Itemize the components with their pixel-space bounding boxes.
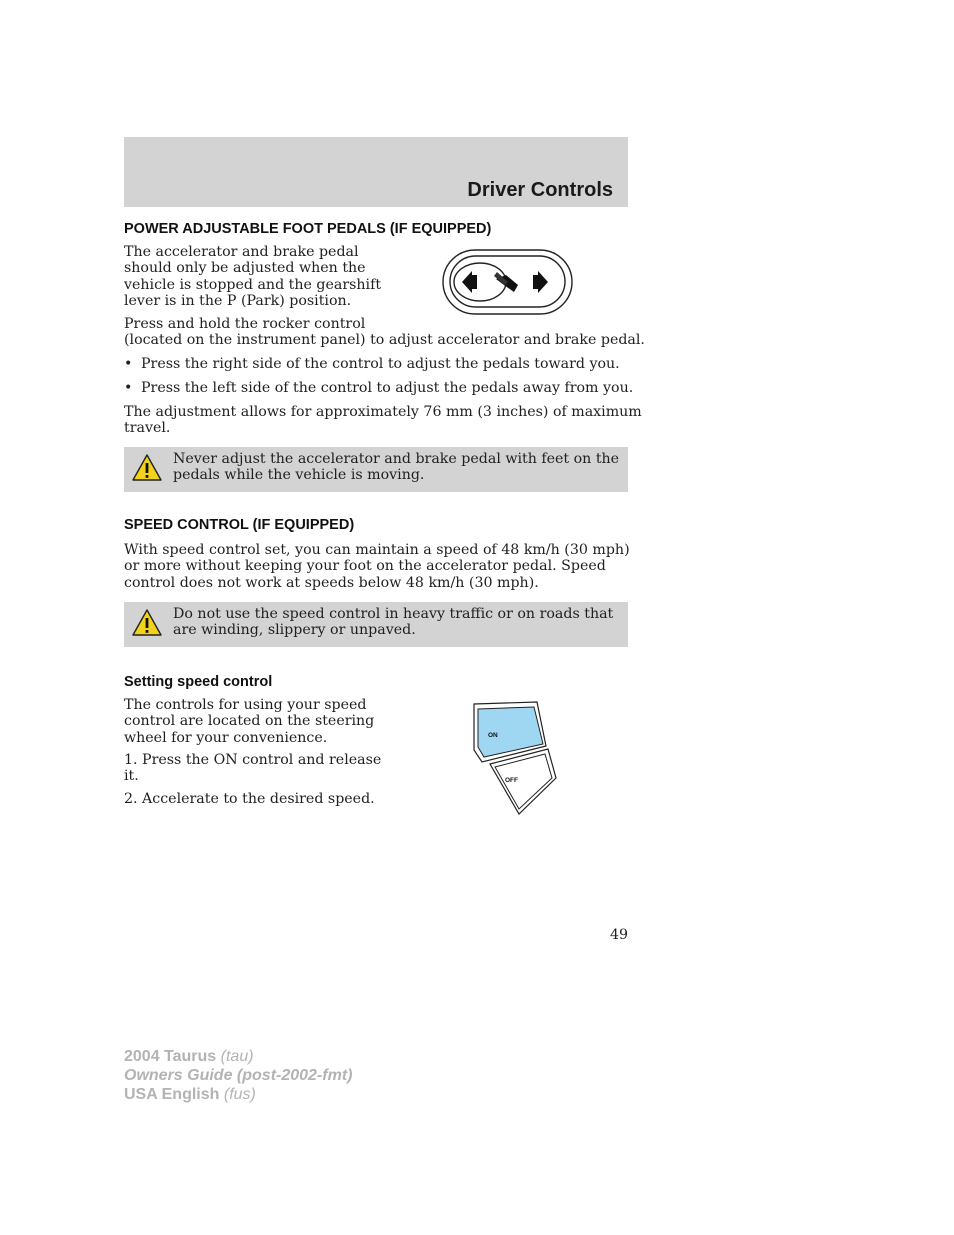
bullet-icon: • <box>124 380 133 396</box>
speed-intro-line: or more without keeping your foot on the accelerator pedal. Speed <box>124 558 606 575</box>
pedals-heading: POWER ADJUSTABLE FOOT PEDALS (IF EQUIPPED) <box>124 221 492 237</box>
pedals-bullet-item <box>124 356 624 372</box>
footer-guide: Owners Guide (post-2002-fmt) <box>124 1067 353 1084</box>
page-number: 49 <box>609 927 628 943</box>
speed-intro-line: control does not work at speeds below 48 km/h (30 mph). <box>124 574 539 591</box>
warning-line: pedals while the vehicle is moving. <box>173 467 425 484</box>
setting-line: wheel for your convenience. <box>124 729 328 746</box>
step-1 <box>124 752 381 785</box>
setting-line: The controls for using your speed <box>124 697 367 713</box>
document-footer <box>124 1047 352 1104</box>
bullet-text: Press the left side of the control to adjust the pedals away from you. <box>141 380 634 396</box>
setting-speed-control-subheading: Setting speed control <box>124 674 273 690</box>
pedals-intro-line: lever is in the P (Park) position. <box>124 292 352 309</box>
section-header-band <box>124 137 628 207</box>
warning-triangle-icon <box>131 608 163 638</box>
setting-line: control are located on the steering <box>124 713 375 730</box>
footer-model-code: (tau) <box>220 1048 254 1065</box>
setting-paragraph <box>124 697 374 746</box>
pedals-press-line: Press and hold the rocker control <box>124 316 366 332</box>
section-title: Driver Controls <box>467 179 613 201</box>
bullet-text: Press the right side of the control to adjust the pedals toward you. <box>141 356 620 372</box>
footer-language-code: (fus) <box>223 1086 256 1103</box>
footer-line-3 <box>124 1085 352 1104</box>
off-label: OFF <box>505 777 518 784</box>
pedals-adjustment-paragraph <box>124 404 642 437</box>
pedals-intro-line: vehicle is stopped and the gearshift <box>124 276 382 293</box>
pedals-intro-paragraph <box>124 244 381 309</box>
pedals-bullet-item <box>124 380 634 396</box>
step-line: it. <box>124 768 139 785</box>
footer-line-2 <box>124 1066 352 1085</box>
step-line: 1. Press the ON control and release <box>124 752 382 768</box>
speed-intro-line: With speed control set, you can maintain a speed of 48 km/h (30 mph) <box>124 542 630 558</box>
bullet-icon: • <box>124 356 133 372</box>
warning-line: Do not use the speed control in heavy traffic or on roads that <box>173 606 614 622</box>
pedals-intro-line: The accelerator and brake pedal <box>124 244 359 260</box>
pedals-intro-line: should only be adjusted when the <box>124 260 366 277</box>
pedals-adjustment-line: The adjustment allows for approximately 76 mm (3 inches) of maximum <box>124 404 642 420</box>
footer-model: 2004 Taurus <box>124 1048 217 1065</box>
warning-triangle-icon <box>131 453 163 483</box>
footer-line-1 <box>124 1047 352 1066</box>
speed-control-heading: SPEED CONTROL (IF EQUIPPED) <box>124 517 355 533</box>
step-2: 2. Accelerate to the desired speed. <box>124 791 375 807</box>
warning-line: Never adjust the accelerator and brake pedal with feet on the <box>173 451 620 467</box>
footer-language: USA English <box>124 1086 220 1103</box>
pedals-press-paragraph <box>124 316 645 349</box>
on-label: ON <box>488 732 498 739</box>
speed-control-buttons-illustration <box>470 700 562 818</box>
speed-warning-box <box>124 602 628 647</box>
pedals-press-line: (located on the instrument panel) to adjust accelerator and brake pedal. <box>124 332 645 349</box>
speed-intro-paragraph <box>124 542 630 591</box>
pedal-rocker-control-illustration <box>442 249 574 317</box>
speed-warning-text <box>173 606 613 639</box>
pedals-adjustment-line: travel. <box>124 420 171 437</box>
pedals-warning-box <box>124 447 628 492</box>
warning-line: are winding, slippery or unpaved. <box>173 622 416 639</box>
pedals-warning-text <box>173 451 620 484</box>
